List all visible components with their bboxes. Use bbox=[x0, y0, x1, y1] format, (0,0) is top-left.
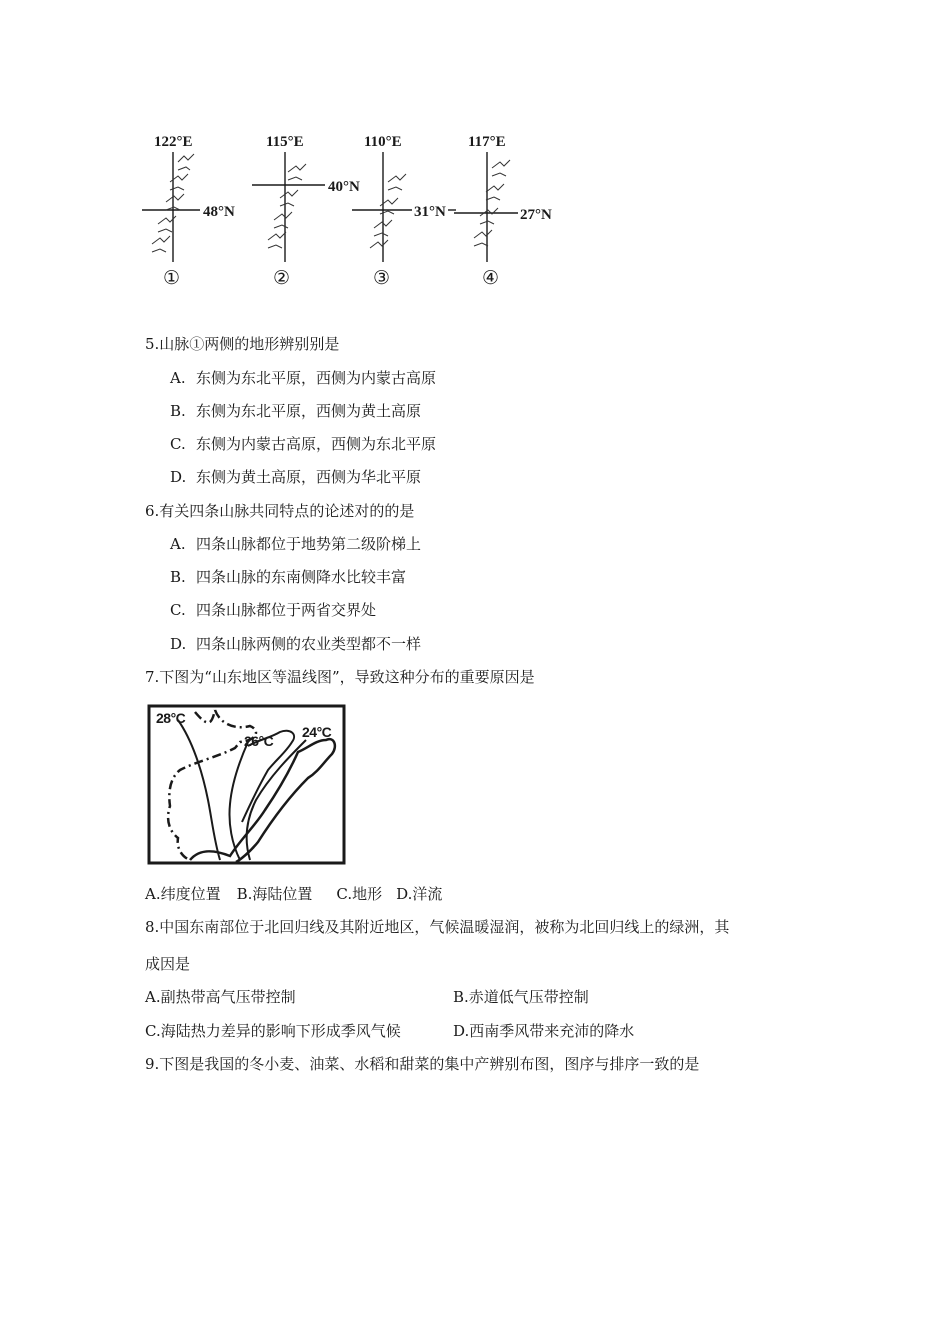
q6-stem: 6.有关四条山脉共同特点的论述对的的是 bbox=[145, 502, 415, 520]
q8-stem-line1: 8.中国东南部位于北回归线及其附近地区，气候温暖湿润，被称为北回归线上的绿洲，其 bbox=[145, 918, 730, 936]
panel-4-longitude: 117°E bbox=[468, 134, 506, 150]
q7-options: A.纬度位置 B.海陆位置 C.地形 D.洋流 bbox=[145, 885, 443, 903]
q5-option-c: C. 东侧为内蒙古高原，西侧为东北平原 bbox=[170, 435, 437, 453]
q6-option-a: A. 四条山脉都位于地势第二级阶梯上 bbox=[170, 535, 422, 553]
isotherm-24 bbox=[247, 740, 306, 860]
isotherm-label-26: 26°C bbox=[244, 733, 274, 749]
panel-3-longitude: 110°E bbox=[364, 134, 402, 150]
panel-3-latitude: 31°N bbox=[414, 204, 446, 220]
isotherm-label-28: 28°C bbox=[156, 710, 186, 726]
coastline bbox=[190, 739, 335, 862]
q8-option-c: C.海陆热力差异的影响下形成季风气候 bbox=[145, 1022, 401, 1040]
isotherm-label-24: 24°C bbox=[302, 724, 332, 740]
panel-2-number: ② bbox=[273, 268, 291, 289]
mountain-panel-3 bbox=[352, 134, 456, 289]
q7-stem: 7.下图为“山东地区等温线图”，导致这种分布的重要原因是 bbox=[145, 668, 535, 686]
isotherm-28 bbox=[178, 720, 220, 860]
shandong-isotherm-map bbox=[140, 700, 355, 872]
panel-2-latitude: 40°N bbox=[328, 179, 360, 195]
q9-stem: 9.下图是我国的冬小麦、油菜、水稻和甜菜的集中产辨别布图，图序与排序一致的是 bbox=[145, 1055, 700, 1073]
mountain-panel-2 bbox=[252, 134, 360, 289]
panel-2-longitude: 115°E bbox=[266, 134, 304, 150]
q5-option-a: A. 东侧为东北平原，西侧为内蒙古高原 bbox=[170, 369, 437, 387]
q5-stem: 5.山脉①两侧的地形辨别别是 bbox=[145, 335, 340, 353]
q8-option-d: D.西南季风带来充沛的降水 bbox=[453, 1022, 635, 1040]
mountain-ranges-figure bbox=[130, 124, 570, 294]
q5-option-b: B. 东侧为东北平原，西侧为黄土高原 bbox=[170, 402, 422, 420]
q6-option-d: D. 四条山脉两侧的农业类型都不一样 bbox=[170, 635, 422, 653]
q8-option-b: B.赤道低气压带控制 bbox=[453, 988, 589, 1006]
q5-option-d: D. 东侧为黄土高原，西侧为华北平原 bbox=[170, 468, 422, 486]
q6-option-c: C. 四条山脉都位于两省交界处 bbox=[170, 601, 377, 619]
panel-1-latitude: 48°N bbox=[203, 204, 235, 220]
panel-1-number: ① bbox=[163, 268, 181, 289]
mountain-panel-4 bbox=[454, 134, 552, 289]
panel-1-longitude: 122°E bbox=[154, 134, 193, 150]
panel-3-number: ③ bbox=[373, 268, 391, 289]
q8-stem-line2: 成因是 bbox=[145, 955, 191, 973]
q6-option-b: B. 四条山脉的东南侧降水比较丰富 bbox=[170, 568, 407, 586]
mountain-panel-1 bbox=[142, 134, 235, 289]
q8-option-a: A.副热带高气压带控制 bbox=[145, 988, 296, 1006]
panel-4-number: ④ bbox=[482, 268, 500, 289]
panel-4-latitude: 27°N bbox=[520, 207, 552, 223]
